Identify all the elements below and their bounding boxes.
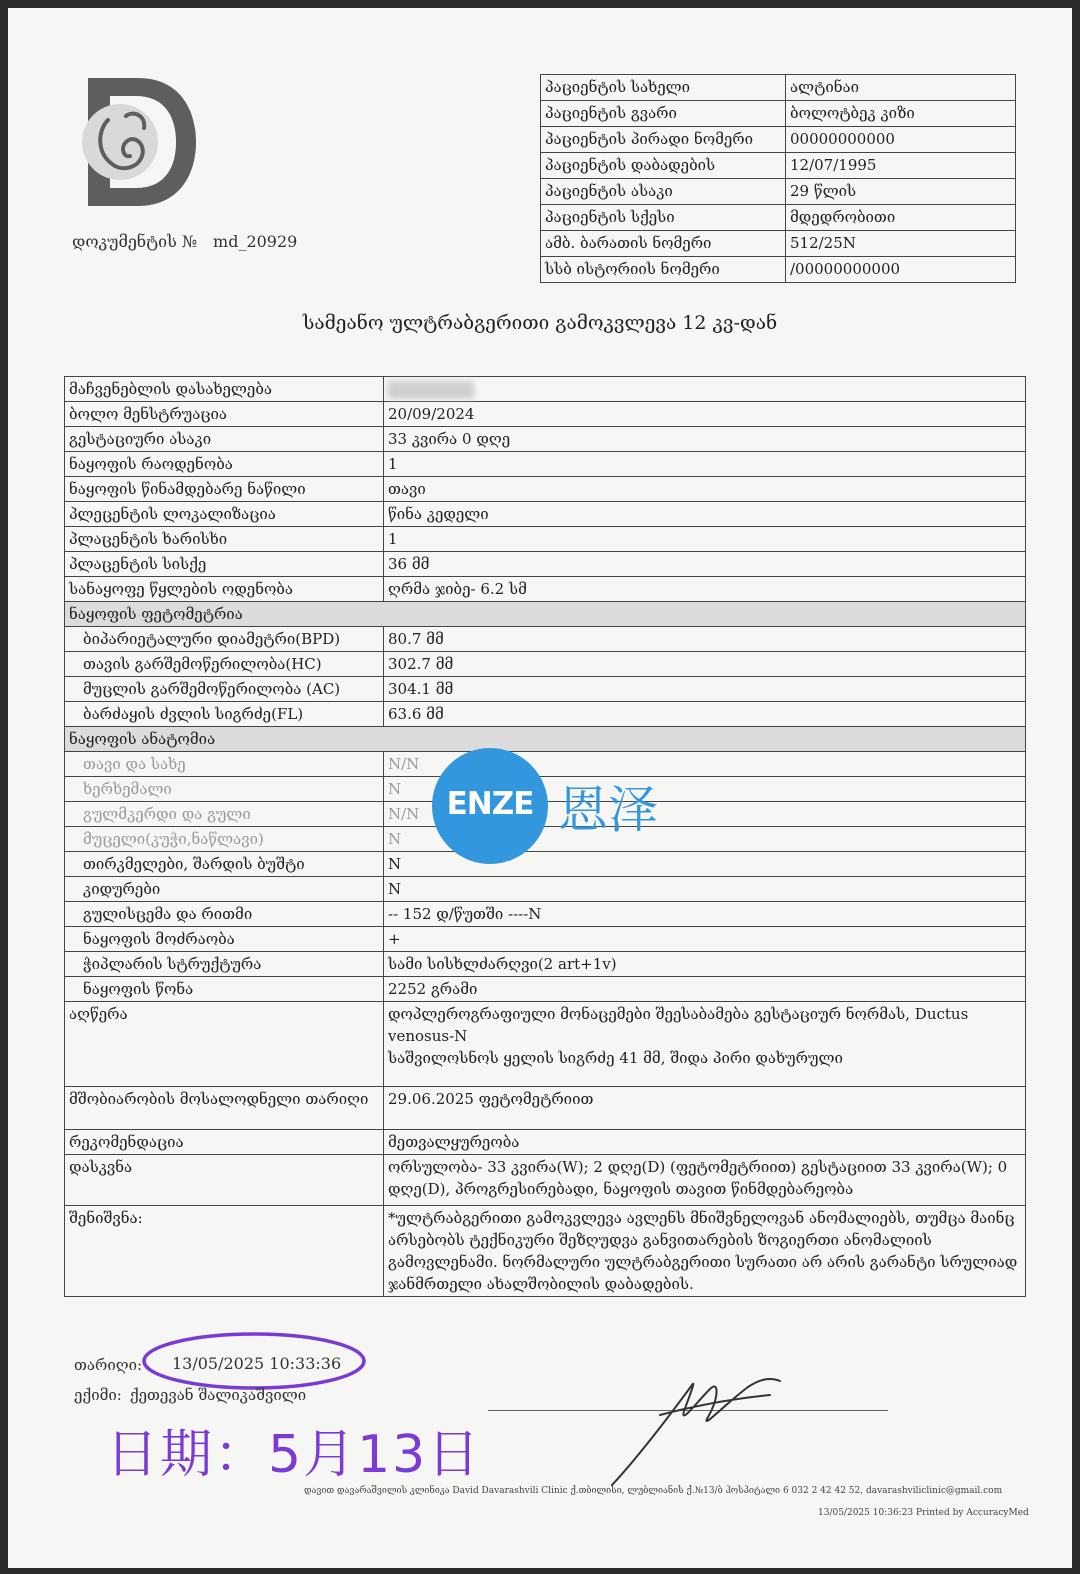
table-row: კიდურები N [65, 877, 1026, 902]
recommendation-row: რეკომენდაცია მეთვალყურეობა [65, 1130, 1026, 1155]
table-row: ბიპარიეტალური დიამეტრი(BPD) 80.7 მმ [65, 627, 1026, 652]
patient-row: პაციენტის სქესი მდედრობითი [541, 205, 1016, 231]
patient-row: სსბ ისტორიის ნომერი /00000000000 [541, 257, 1016, 283]
annotation-date-chinese: 日期：5月13日 [106, 1425, 482, 1485]
table-row: გულისცემა და რითმი -- 152 დ/წუთში ----N [65, 902, 1026, 927]
printed-stamp: 13/05/2025 10:36:23 Printed by AccuracyMed [818, 1508, 1029, 1518]
table-row: ხერხემალი N [65, 777, 1026, 802]
table-row: ბარძაყის ძვლის სიგრძე(FL) 63.6 მმ [65, 702, 1026, 727]
document-number: დოკუმენტის № md_20929 [72, 232, 298, 251]
annotation-circle [140, 1330, 368, 1392]
doctor-signature [600, 1355, 800, 1495]
date-label: თარიღი: [74, 1356, 143, 1374]
document-title: სამეანო ულტრაბგერითი გამოკვლევა 12 კვ-დან [302, 312, 778, 334]
table-row: თავი და სახე N/N [65, 752, 1026, 777]
table-header-row: მაჩვენებლის დასახელება [65, 377, 1026, 402]
watermark-text: ENZE [446, 786, 534, 822]
conclusion-row: დასკვნა ორსულობა- 33 კვირა(W); 2 დღე(D) (ფეტომეტრიით) გესტაციით 33 კვირა(W); 0 დღე(D), პროგრესირებადი, ნაყოფის თავით წინმდებარეობა [65, 1155, 1026, 1206]
clinic-footer: დავით დავარაშვილის კლინიკა David Davarashvili Clinic ქ.თბილისი, ლუბლიანის ქ.№13/ბ ჰოსპიტალი 6 032 2 42 42 52, davarashviliclinic@gmail.com [304, 1486, 1003, 1496]
patient-info-table [540, 74, 1016, 283]
edd-row: მშობიარობის მოსალოდნელი თარიღი 29.06.2025 ფეტომეტრიით [65, 1087, 1026, 1130]
section-header-anatomy: ნაყოფის ანატომია [65, 727, 1026, 752]
table-row: მუცელი(კუჭი,ნაწლავი) N [65, 827, 1026, 852]
patient-row: პაციენტის სახელი ალტინაი [541, 75, 1016, 101]
description-row: აღწერა დოპლეროგრაფიული მონაცემები შეესაბამება გესტაციურ ნორმას, Ductus venosus-N საშვილოსნოს ყელის სიგრძე 41 მმ, შიდა პირი დახურული [65, 1002, 1026, 1087]
table-row: ბოლო მენსტრუაცია 20/09/2024 [65, 402, 1026, 427]
table-row: ნაყოფის მოძრაობა + [65, 927, 1026, 952]
patient-row: პაციენტის ასაკი 29 წლის [541, 179, 1016, 205]
table-row: ნაყოფის წონა 2252 გრამი [65, 977, 1026, 1002]
doctor-line: ექიმი: ქეთევან შალიკაშვილი [74, 1386, 307, 1404]
table-row: გულმკერდი და გული N/N [65, 802, 1026, 827]
patient-row: ამბ. ბარათის ნომერი 512/25N [541, 231, 1016, 257]
section-header-fetometry: ნაყოფის ფეტომეტრია [65, 602, 1026, 627]
watermark-chinese: 恩泽 [558, 781, 658, 839]
measurements-table [64, 376, 1026, 1297]
table-row: თავის გარშემოწერილობა(HC) 302.7 მმ [65, 652, 1026, 677]
redacted-value [384, 377, 1026, 402]
table-row: მუცლის გარშემოწერილობა (AC) 304.1 მმ [65, 677, 1026, 702]
clinic-logo [68, 72, 198, 212]
table-row: ჭიპლარის სტრუქტურა სამი სისხლძარღვი(2 art+1v) [65, 952, 1026, 977]
date-value: 13/05/2025 10:33:36 [172, 1354, 342, 1373]
table-row: პლაცენტის ხარისხი 1 [65, 527, 1026, 552]
table-row: პლეცენტის ლოკალიზაცია წინა კედელი [65, 502, 1026, 527]
table-row: გესტაციური ასაკი 33 კვირა 0 დღე [65, 427, 1026, 452]
table-row: პლაცენტის სისქე 36 მმ [65, 552, 1026, 577]
table-row: სანაყოფე წყლების ოდენობა ღრმა ჯიბე- 6.2 სმ [65, 577, 1026, 602]
patient-row: პაციენტის გვარი ბოლოტბეკ კიზი [541, 101, 1016, 127]
table-row: ნაყოფის რაოდენობა 1 [65, 452, 1026, 477]
table-row: თირკმელები, შარდის ბუშტი N [65, 852, 1026, 877]
patient-row: პაციენტის პირადი ნომერი 00000000000 [541, 127, 1016, 153]
patient-row: პაციენტის დაბადების 12/07/1995 [541, 153, 1016, 179]
table-row: ნაყოფის წინამდებარე ნაწილი თავი [65, 477, 1026, 502]
note-row: შენიშვნა: *ულტრაბგერითი გამოკვლევა ავლენს მნიშვნელოვან ანომალიებს, თუმცა მაინც არსებობს ტექნიკური შეზღუდვა განვითარების ზოგიერთი ანომალიის გამოვლენამი. ნორმალური ულტრაბგერითი სურათი არ არის გარანტი სრულიად ჯანმრთელი ახალშობილის დაბადების. [65, 1206, 1026, 1297]
